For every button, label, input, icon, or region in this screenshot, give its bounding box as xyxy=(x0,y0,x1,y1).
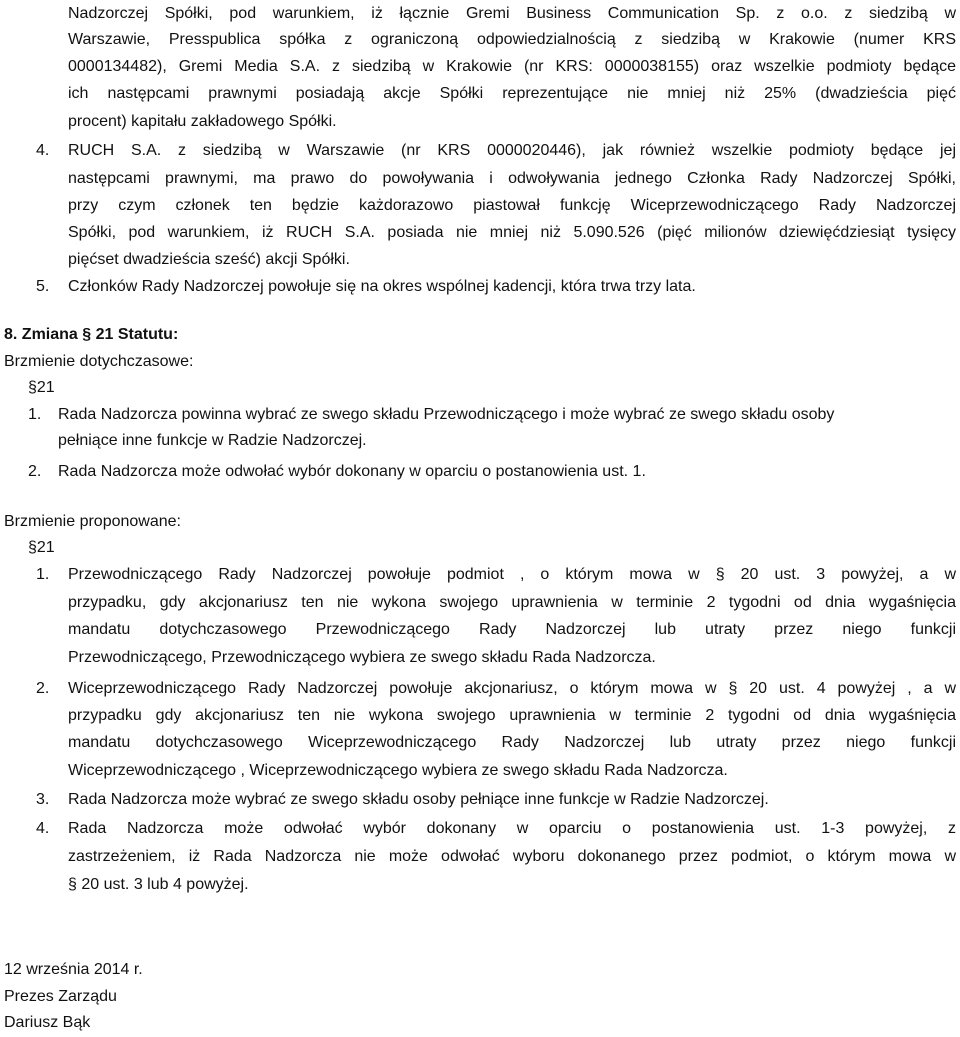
top-line-2: Warszawie, Presspublica spółka z ograniczoną odpowiedzialnością z siedzibą w Krakowie (numer KRS xyxy=(68,31,956,48)
proposed-item-1-number: 1. xyxy=(36,566,50,583)
proposed-item-2-line-2: przypadku gdy akcjonariusz ten nie wykona swojego uprawnienia w terminie 2 tygodni od dnia wygaśnięcia xyxy=(68,707,956,724)
item-4-line-2: następcami prawnymi, ma prawo do powoływania i odwoływania jednego Członka Rady Nadzorczej Spółki, xyxy=(68,170,956,187)
proposed-item-1-line-3: mandatu dotychczasowego Przewodniczącego Rady Nadzorczej lub utraty przez niego funkcji xyxy=(68,621,956,638)
current-item-1-line-1: Rada Nadzorcza powinna wybrać ze swego składu Przewodniczącego i może wybrać ze swego składu osoby xyxy=(58,406,835,423)
item-4-line-4: Spółki, pod warunkiem, iż RUCH S.A. posiada nie mniej niż 5.090.526 (pięć milionów dziewięćdziesiąt tysięcy xyxy=(68,224,956,241)
item-4-line-3: przy czym członek ten będzie każdorazowo piastował funkcję Wiceprzewodniczącego Rady Nadzorczej xyxy=(68,197,956,214)
current-wording-label: Brzmienie dotychczasowe: xyxy=(4,353,194,370)
item-4-number: 4. xyxy=(36,142,50,159)
top-line-1: Nadzorczej Spółki, pod warunkiem, iż łącznie Gremi Business Communication Sp. z o.o. z siedzibą w xyxy=(68,5,956,22)
current-item-1-line-2: pełniące inne funkcje w Radzie Nadzorczej. xyxy=(58,432,367,449)
proposed-item-2-line-4: Wiceprzewodniczącego , Wiceprzewodniczącego wybiera ze swego składu Rada Nadzorcza. xyxy=(68,762,728,779)
item-4-line-1: RUCH S.A. z siedzibą w Warszawie (nr KRS 0000020446), jak również wszelkie podmioty będące jej xyxy=(68,142,956,159)
item-5-line-1: Członków Rady Nadzorczej powołuje się na okres wspólnej kadencji, która trwa trzy lata. xyxy=(68,278,696,295)
proposed-paragraph-number: §21 xyxy=(28,539,55,556)
top-line-4: ich następcami prawnymi posiadają akcje Spółki reprezentujące nie mniej niż 25% (dwadzieścia pięć xyxy=(68,85,956,102)
current-paragraph-number: §21 xyxy=(28,379,55,396)
current-item-1-number: 1. xyxy=(28,406,42,423)
proposed-item-3-number: 3. xyxy=(36,791,50,808)
proposed-item-4-line-2: zastrzeżeniem, iż Rada Nadzorcza nie może odwołać wyboru dokonanego przez podmiot, o którym mowa w xyxy=(68,848,956,865)
proposed-item-2-line-3: mandatu dotychczasowego Wiceprzewodniczącego Rady Nadzorczej lub utraty przez niego funkcji xyxy=(68,734,956,751)
document-date: 12 września 2014 r. xyxy=(4,961,143,978)
item-5-number: 5. xyxy=(36,278,50,295)
proposed-item-3-line-1: Rada Nadzorcza może wybrać ze swego składu osoby pełniące inne funkcje w Radzie Nadzorczej. xyxy=(68,791,769,808)
proposed-item-4-line-3: § 20 ust. 3 lub 4 powyżej. xyxy=(68,876,249,893)
current-item-2-line-1: Rada Nadzorcza może odwołać wybór dokonany w oparciu o postanowienia ust. 1. xyxy=(58,463,646,480)
proposed-wording-label: Brzmienie proponowane: xyxy=(4,513,181,530)
top-line-5: procent) kapitału zakładowego Spółki. xyxy=(68,113,337,130)
item-4-line-5: pięćset dwadzieścia sześć) akcji Spółki. xyxy=(68,251,350,268)
section-8-heading: 8. Zmiana § 21 Statutu: xyxy=(4,326,179,343)
proposed-item-1-line-2: przypadku, gdy akcjonariusz ten nie wykona swojego uprawnienia w terminie 2 tygodni od dnia wygaśnięcia xyxy=(68,594,956,611)
proposed-item-4-line-1: Rada Nadzorcza może odwołać wybór dokonany w oparciu o postanowienia ust. 1-3 powyżej, z xyxy=(68,820,956,837)
proposed-item-1-line-4: Przewodniczącego, Przewodniczącego wybiera ze swego składu Rada Nadzorcza. xyxy=(68,649,656,666)
top-line-3: 0000134482), Gremi Media S.A. z siedzibą w Krakowie (nr KRS: 0000038155) oraz wszelkie podmioty będące xyxy=(68,58,956,75)
proposed-item-2-number: 2. xyxy=(36,680,50,697)
proposed-item-1-line-1: Przewodniczącego Rady Nadzorczej powołuje podmiot , o którym mowa w § 20 ust. 3 powyżej, a w xyxy=(68,566,956,583)
signatory-name: Dariusz Bąk xyxy=(4,1014,91,1031)
proposed-item-2-line-1: Wiceprzewodniczącego Rady Nadzorczej powołuje akcjonariusz, o którym mowa w § 20 ust. 4 powyżej , a w xyxy=(68,680,956,697)
proposed-item-4-number: 4. xyxy=(36,820,50,837)
current-item-2-number: 2. xyxy=(28,463,42,480)
signatory-role: Prezes Zarządu xyxy=(4,988,117,1005)
